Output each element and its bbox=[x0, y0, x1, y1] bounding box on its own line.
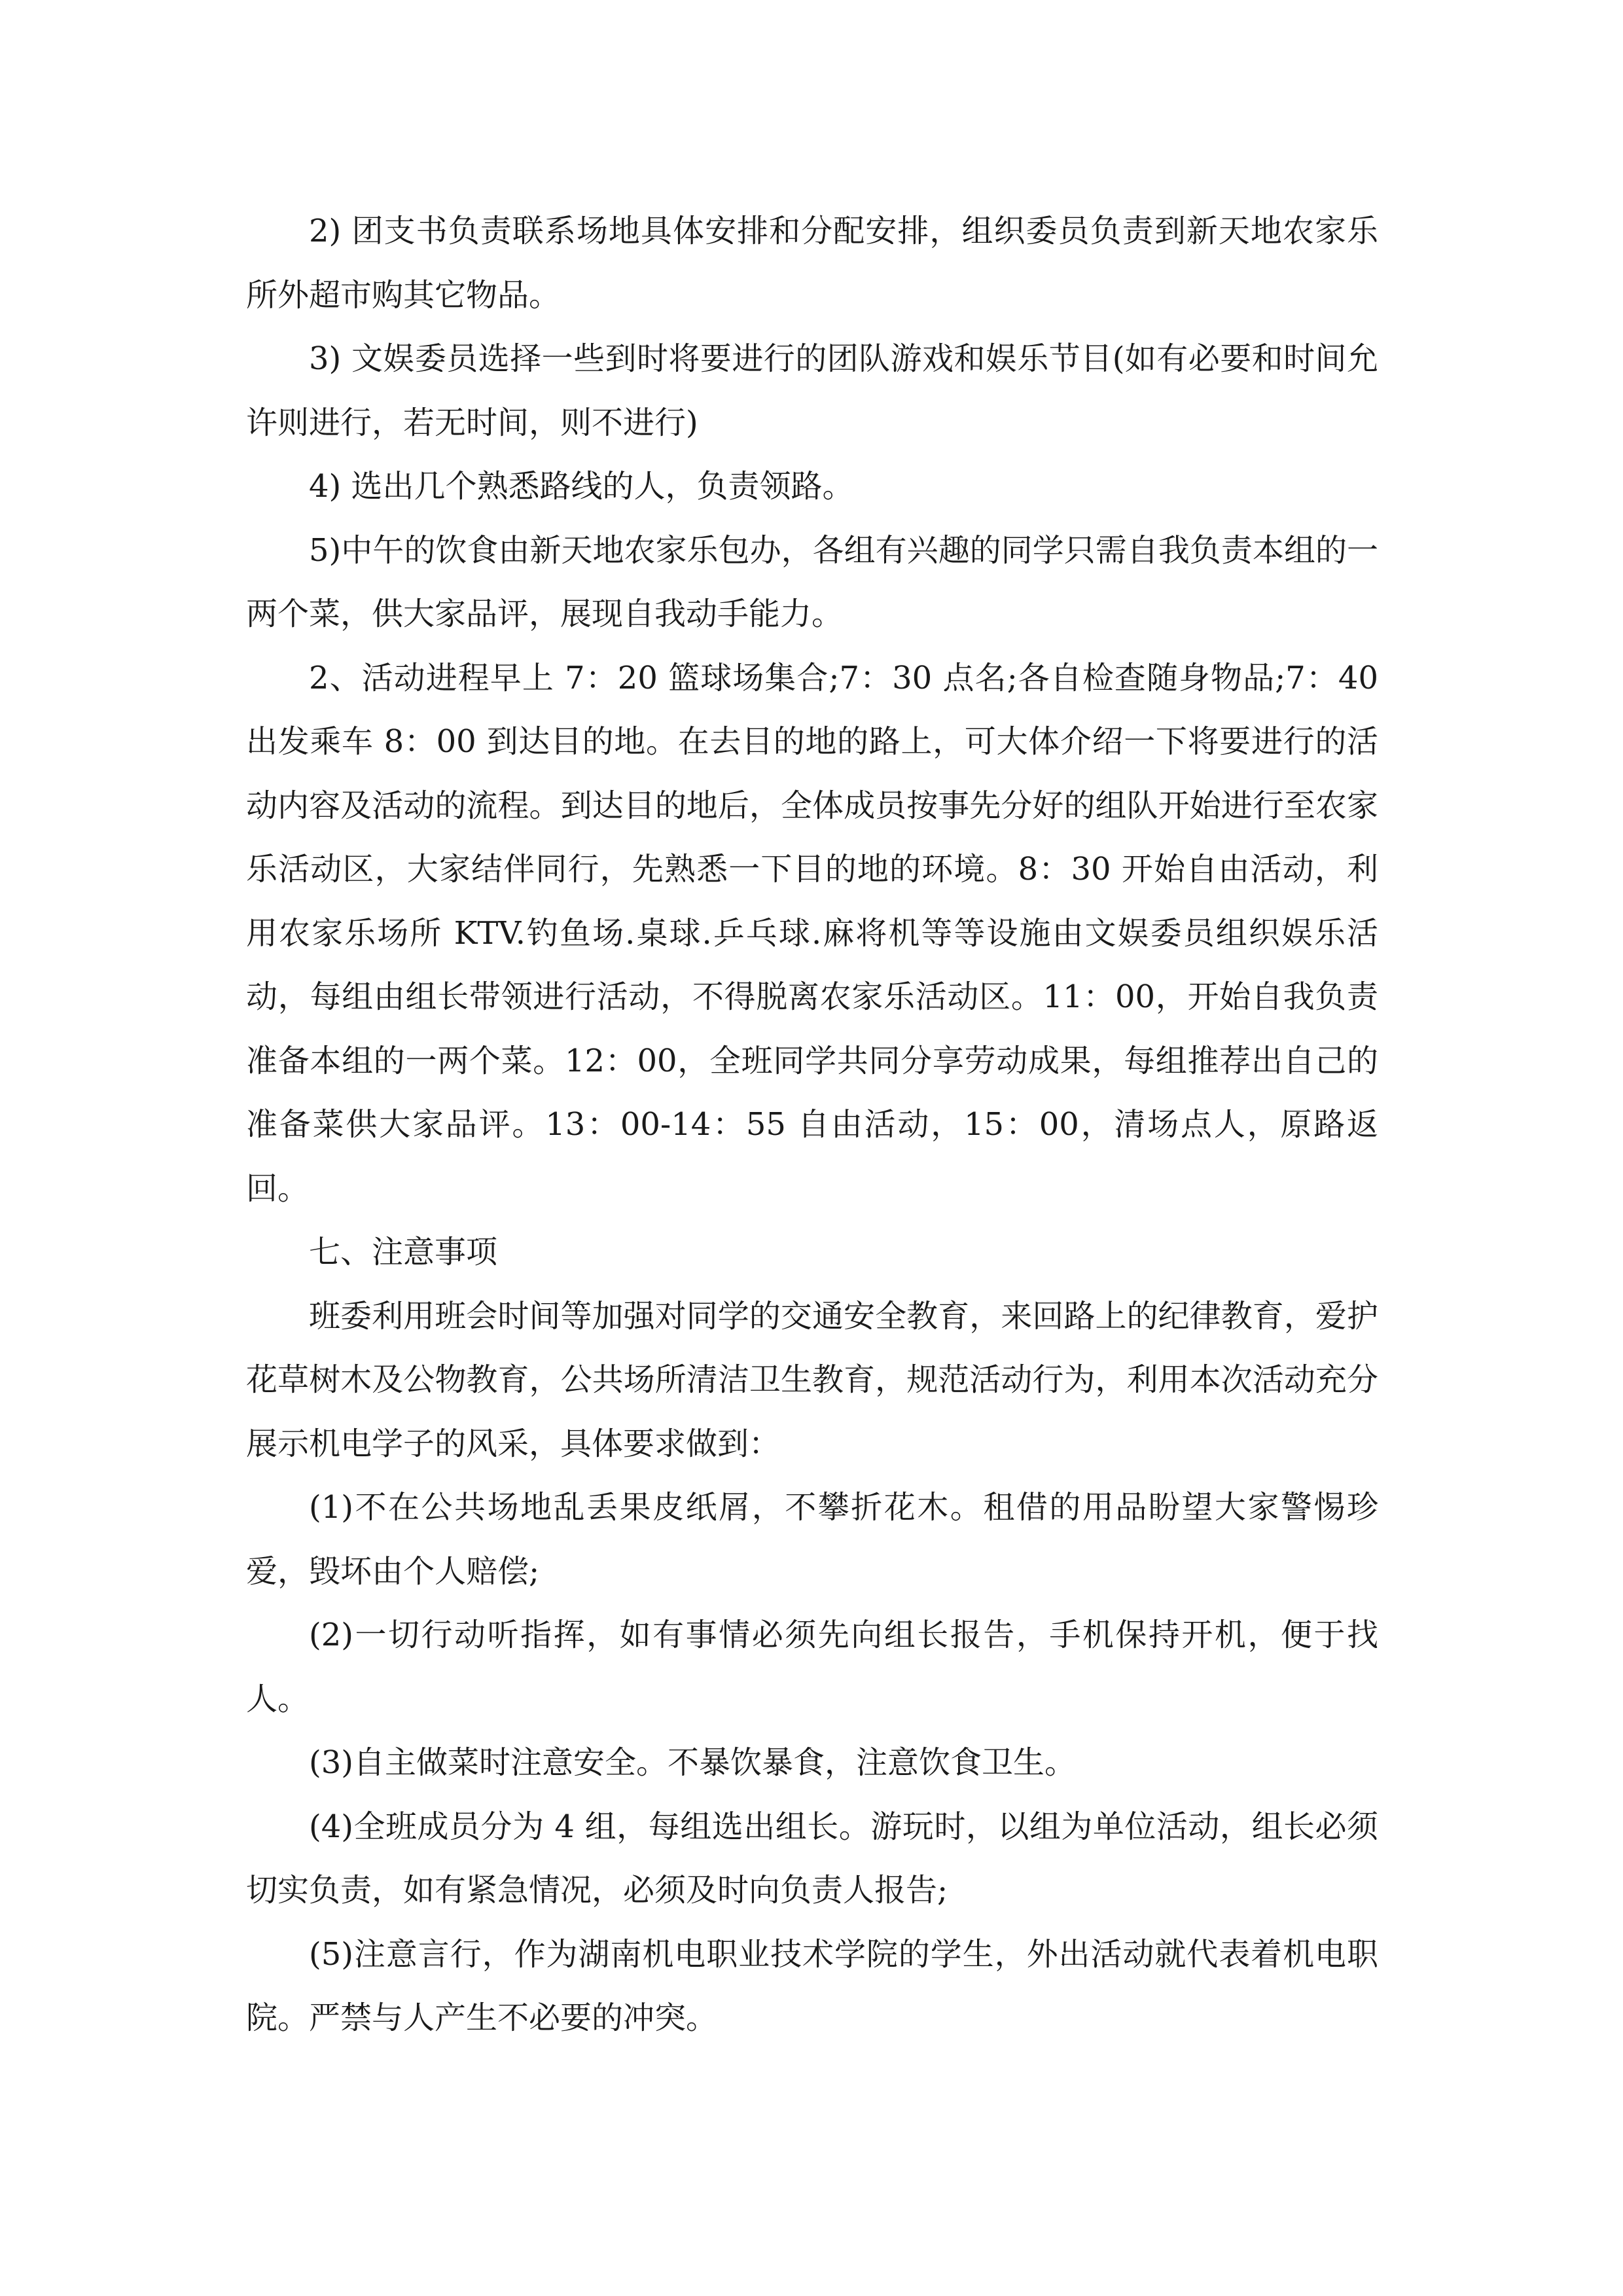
paragraph-task-3: 3) 文娱委员选择一些到时将要进行的团队游戏和娱乐节目(如有必要和时间允许则进行，若无时间，则不进行) bbox=[246, 340, 1378, 441]
paragraph-note-5: (5)注意言行，作为湖南机电职业技术学院的学生，外出活动就代表着机电职院。严禁与人产生不必要的冲突。 bbox=[246, 1935, 1378, 2036]
paragraph-note-1: (1)不在公共场地乱丢果皮纸屑，不攀折花木。租借的用品盼望大家警惕珍爱，毁坏由个人赔偿; bbox=[246, 1489, 1378, 1590]
paragraph-task-5: 5)中午的饮食由新天地农家乐包办，各组有兴趣的同学只需自我负责本组的一两个菜，供大家品评，展现自我动手能力。 bbox=[246, 531, 1378, 632]
paragraph-task-4: 4) 选出几个熟悉路线的人，负责领路。 bbox=[309, 468, 854, 505]
paragraph-note-2: (2)一切行动听指挥，如有事情必须先向组长报告，手机保持开机，便于找人。 bbox=[246, 1617, 1378, 1717]
paragraph-notes-intro: 班委利用班会时间等加强对同学的交通安全教育，来回路上的纪律教育，爱护花草树木及公物教育，公共场所清洁卫生教育，规范活动行为，利用本次活动充分展示机电学子的风采，具体要求做到： bbox=[246, 1297, 1378, 1462]
paragraph-note-3: (3)自主做菜时注意安全。不暴饮暴食，注意饮食卫生。 bbox=[309, 1744, 1076, 1781]
document-body bbox=[246, 200, 1378, 2051]
paragraph-activity-schedule: 2、活动进程早上 7：20 篮球场集合;7：30 点名;各自检查随身物品;7：40 出发乘车 8：00 到达目的地。在去目的地的路上，可大体介绍一下将要进行的活动内容及活动的流程。到达目的地后，全体成员按事先分好的组队开始进行至农家乐活动区，大家结伴同行，先熟悉一下目的地的环境。8：30 开始自由活动，利用农家乐场所 KTV.钓鱼场.桌球.乒乓球.麻将机等等设施由文娱委员组织娱乐活动，每组由组长带领进行活动，不得脱离农家乐活动区。11：00，开始自我负责准备本组的一两个菜。12：00，全班同学共同分享劳动成果，每组推荐出自己的准备菜供大家品评。13：00-14：55 自由活动，15：00，清场点人，原路返回。 bbox=[246, 659, 1378, 1207]
paragraph-task-2: 2) 团支书负责联系场地具体安排和分配安排，组织委员负责到新天地农家乐所外超市购其它物品。 bbox=[246, 213, 1378, 314]
section-heading-notes: 七、注意事项 bbox=[309, 1234, 498, 1270]
paragraph-note-4: (4)全班成员分为 4 组，每组选出组长。游玩时，以组为单位活动，组长必须切实负责，如有紧急情况，必须及时向负责人报告; bbox=[246, 1808, 1378, 1909]
